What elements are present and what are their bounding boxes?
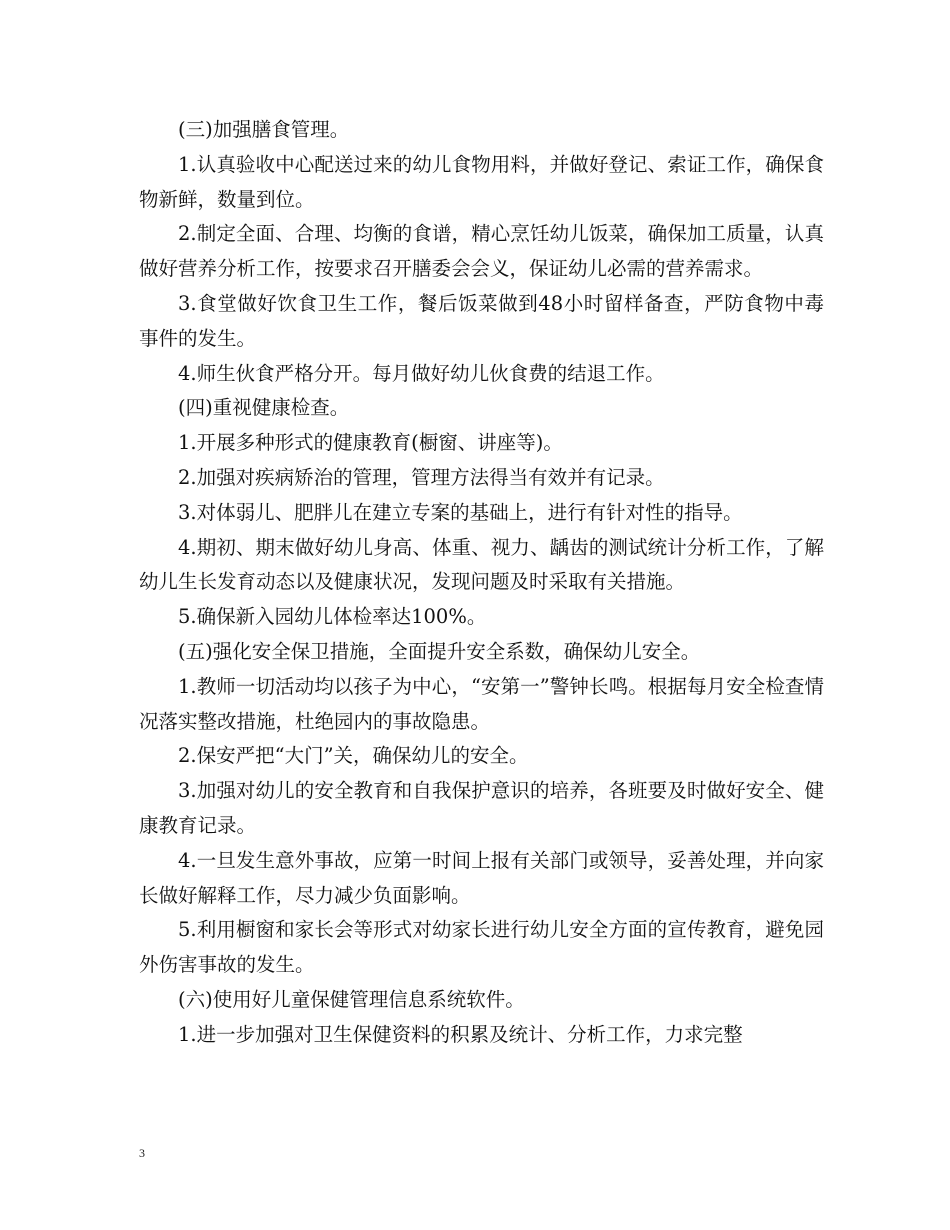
paragraph: 3.食堂做好饮食卫生工作，餐后饭菜做到48小时留样备查，严防食物中毒事件的发生。 (139, 291, 824, 350)
paragraph: 4.师生伙食严格分开。每月做好幼儿伙食费的结退工作。 (178, 361, 665, 385)
paragraph: 4.期初、期末做好幼儿身高、体重、视力、龋齿的测试统计分析工作，了解幼儿生长发育动态以及健康状况，发现问题及时采取有关措施。 (139, 535, 824, 594)
section-heading-diet: (三)加强膳食管理。 (178, 118, 350, 141)
paragraph: 2.制定全面、合理、均衡的食谱，精心烹饪幼儿饭菜，确保加工质量，认真做好营养分析工作，按要求召开膳委会会义，保证幼儿必需的营养需求。 (139, 222, 824, 281)
paragraph: 1.开展多种形式的健康教育(橱窗、讲座等)。 (178, 431, 563, 455)
paragraph: 3.加强对幼儿的安全教育和自我保护意识的培养，各班要及时做好安全、健康教育记录。 (139, 779, 824, 837)
page-number: 3 (139, 1146, 145, 1160)
paragraph: 4.一旦发生意外事故，应第一时间上报有关部门或领导，妥善处理，并向家长做好解释工作，尽力减少负面影响。 (139, 848, 824, 907)
paragraph: 2.保安严把“大门”关，确保幼儿的安全。 (178, 744, 529, 768)
paragraph: 1.认真验收中心配送过来的幼儿食物用料，并做好登记、索证工作，确保食物新鲜，数量到位。 (139, 152, 824, 211)
paragraph: 3.对体弱儿、肥胖儿在建立专案的基础上，进行有针对性的指导。 (178, 500, 743, 524)
paragraph: 5.确保新入园幼儿体检率达100%。 (178, 605, 487, 629)
paragraph: 5.利用橱窗和家长会等形式对幼家长进行幼儿安全方面的宣传教育，避免园外伤害事故的发生。 (139, 918, 824, 977)
paragraph: 2.加强对疾病矫治的管理，管理方法得当有效并有记录。 (178, 465, 665, 489)
section-heading-software: (六)使用好儿童保健管理信息系统软件。 (178, 987, 525, 1011)
paragraph: 1.进一步加强对卫生保健资料的积累及统计、分析工作，力求完整 (178, 1022, 743, 1046)
section-heading-safety: (五)强化安全保卫措施，全面提升安全系数，确保幼儿安全。 (178, 639, 701, 663)
body-text (139, 113, 824, 1053)
section-heading-health: (四)重视健康检查。 (178, 396, 350, 420)
paragraph: 1.教师一切活动均以孩子为中心，“安第一”警钟长鸣。根据每月安全检查情况落实整改措施，杜绝园内的事故隐患。 (139, 674, 824, 733)
